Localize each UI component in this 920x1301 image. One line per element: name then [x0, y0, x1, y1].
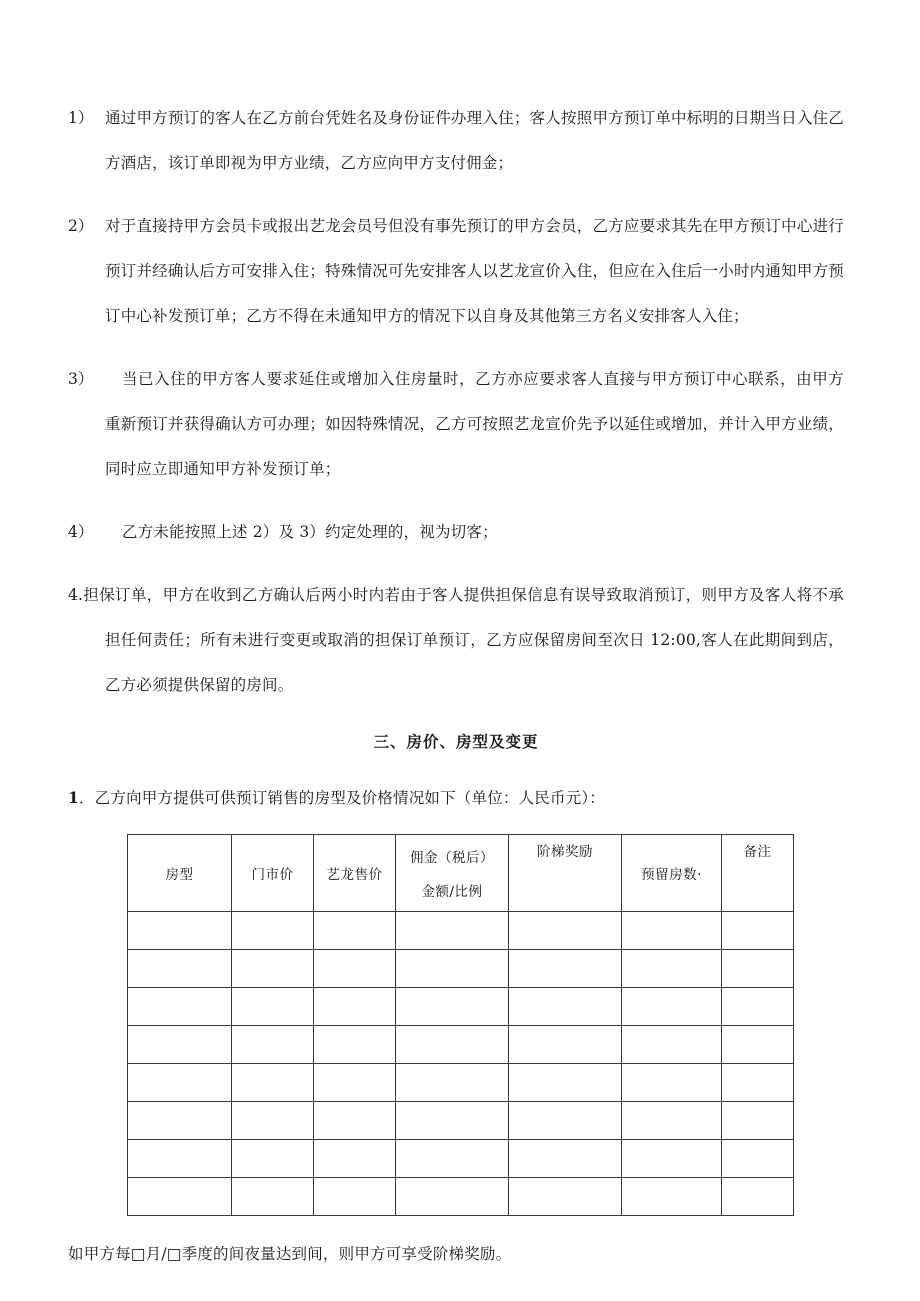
table-cell[interactable]	[396, 988, 509, 1026]
table-cell[interactable]	[314, 1178, 396, 1216]
table-cell[interactable]	[622, 950, 722, 988]
list-item-marker: 3）	[68, 370, 94, 388]
table-cell[interactable]	[396, 1026, 509, 1064]
table-row[interactable]	[128, 1026, 794, 1064]
table-intro-text: ．乙方向甲方提供可供预订销售的房型及价格情况如下（单位：人民币元）：	[79, 789, 606, 807]
table-cell[interactable]	[396, 1064, 509, 1102]
table-header-cell-reservedrooms	[622, 835, 722, 912]
table-cell[interactable]	[128, 1140, 232, 1178]
list-item-text: 对于直接持甲方会员卡或报出艺龙会员号但没有事先预订的甲方会员，乙方应要求其先在甲方预订中心进行预订并经确认后方可安排入住；特殊情况可先安排客人以艺龙宣价入住，但应在入住后一小时内通知甲方预订中心补发预订单；乙方不得在未通知甲方的情况下以自身及其他第三方名义安排客人入住；	[105, 217, 844, 325]
list-item-marker: 2）	[68, 217, 94, 235]
table-cell[interactable]	[509, 912, 622, 950]
table-cell[interactable]	[622, 1178, 722, 1216]
list-item	[68, 510, 844, 555]
table-cell[interactable]	[128, 950, 232, 988]
list-item	[68, 357, 844, 492]
header-label: 房型	[165, 867, 194, 883]
table-header-cell-tieredbonus	[509, 835, 622, 912]
list-item-marker: 4）	[68, 523, 94, 541]
table-row[interactable]	[128, 1178, 794, 1216]
table-cell[interactable]	[396, 1102, 509, 1140]
table-header-cell-elongprice	[314, 835, 396, 912]
table-cell[interactable]	[232, 950, 314, 988]
header-label: 门市价	[251, 867, 294, 883]
table-cell[interactable]	[622, 1064, 722, 1102]
table-cell[interactable]	[622, 1140, 722, 1178]
price-table-wrapper	[127, 834, 793, 1216]
table-intro-line	[68, 778, 844, 818]
table-header-cell-roomtype	[128, 835, 232, 912]
table-row[interactable]	[128, 912, 794, 950]
table-cell[interactable]	[722, 1064, 794, 1102]
table-cell[interactable]	[232, 1178, 314, 1216]
table-cell[interactable]	[622, 1026, 722, 1064]
table-cell[interactable]	[722, 912, 794, 950]
header-label-line1: 佣金（税后）	[410, 850, 494, 866]
table-cell[interactable]	[509, 1140, 622, 1178]
table-cell[interactable]	[722, 1102, 794, 1140]
table-cell[interactable]	[314, 1064, 396, 1102]
table-intro-number: 1	[68, 788, 79, 807]
list-item-text: 当已入住的甲方客人要求延住或增加入住房量时，乙方亦应要求客人直接与甲方预订中心联系，由甲方重新预订并获得确认方可办理；如因特殊情况，乙方可按照艺龙宣价先予以延住或增加，并计入甲方业绩，同时应立即通知甲方补发预订单；	[105, 370, 844, 478]
table-row[interactable]	[128, 950, 794, 988]
table-cell[interactable]	[314, 912, 396, 950]
table-cell[interactable]	[314, 1140, 396, 1178]
list-item	[68, 204, 844, 339]
table-cell[interactable]	[314, 1026, 396, 1064]
header-label: 备注	[743, 844, 772, 860]
table-cell[interactable]	[396, 950, 509, 988]
header-label: 预留房数·	[641, 867, 702, 883]
header-label-line2: 金额/比例	[421, 884, 483, 900]
list-item	[68, 96, 844, 186]
table-header-cell-commission	[396, 835, 509, 912]
table-cell[interactable]	[232, 1140, 314, 1178]
table-cell[interactable]	[622, 1102, 722, 1140]
table-row[interactable]	[128, 1064, 794, 1102]
table-cell[interactable]	[128, 1102, 232, 1140]
table-cell[interactable]	[232, 912, 314, 950]
table-cell[interactable]	[722, 1026, 794, 1064]
table-cell[interactable]	[509, 1026, 622, 1064]
table-cell[interactable]	[396, 1178, 509, 1216]
table-cell[interactable]	[722, 988, 794, 1026]
table-cell[interactable]	[128, 1178, 232, 1216]
table-cell[interactable]	[232, 1026, 314, 1064]
table-cell[interactable]	[314, 988, 396, 1026]
table-cell[interactable]	[622, 912, 722, 950]
paragraph-guaranteed-booking: 4.担保订单，甲方在收到乙方确认后两小时内若由于客人提供担保信息有误导致取消预订，则甲方及客人将不承担任何责任；所有未进行变更或取消的担保订单预订，乙方应保留房间至次日 12:00,客人在此期间到店，乙方必须提供保留的房间。	[68, 586, 844, 694]
table-header-cell-remarks	[722, 835, 794, 912]
header-label: 艺龙售价	[326, 867, 383, 883]
table-cell[interactable]	[722, 950, 794, 988]
table-row[interactable]	[128, 988, 794, 1026]
list-item-text: 乙方未能按照上述 2）及 3）约定处理的，视为切客；	[122, 523, 498, 541]
table-cell[interactable]	[722, 1178, 794, 1216]
table-cell[interactable]	[622, 988, 722, 1026]
table-cell[interactable]	[128, 1026, 232, 1064]
list-item-marker: 1）	[68, 109, 94, 127]
table-footnote: 如甲方每□月/□季度的间夜量达到间，则甲方可享受阶梯奖励。	[68, 1245, 512, 1263]
document-content	[68, 96, 844, 1274]
table-cell[interactable]	[232, 1064, 314, 1102]
table-cell[interactable]	[128, 988, 232, 1026]
table-cell[interactable]	[509, 1102, 622, 1140]
table-cell[interactable]	[396, 1140, 509, 1178]
table-cell[interactable]	[509, 1064, 622, 1102]
table-cell[interactable]	[128, 1064, 232, 1102]
table-cell[interactable]	[396, 912, 509, 950]
table-row[interactable]	[128, 1102, 794, 1140]
table-cell[interactable]	[314, 1102, 396, 1140]
table-cell[interactable]	[509, 950, 622, 988]
list-item-text: 通过甲方预订的客人在乙方前台凭姓名及身份证件办理入住；客人按照甲方预订单中标明的日期当日入住乙方酒店，该订单即视为甲方业绩，乙方应向甲方支付佣金；	[105, 109, 844, 172]
section-heading: 三、房价、房型及变更	[373, 733, 539, 751]
table-cell[interactable]	[509, 988, 622, 1026]
table-header-row	[128, 835, 794, 912]
price-table	[127, 834, 794, 1216]
table-cell[interactable]	[509, 1178, 622, 1216]
table-cell[interactable]	[314, 950, 396, 988]
header-label: 阶梯奖励	[537, 844, 593, 860]
table-cell[interactable]	[232, 1102, 314, 1140]
table-row[interactable]	[128, 1140, 794, 1178]
table-header-cell-rackrate	[232, 835, 314, 912]
table-cell[interactable]	[232, 988, 314, 1026]
table-cell[interactable]	[128, 912, 232, 950]
table-cell[interactable]	[722, 1140, 794, 1178]
